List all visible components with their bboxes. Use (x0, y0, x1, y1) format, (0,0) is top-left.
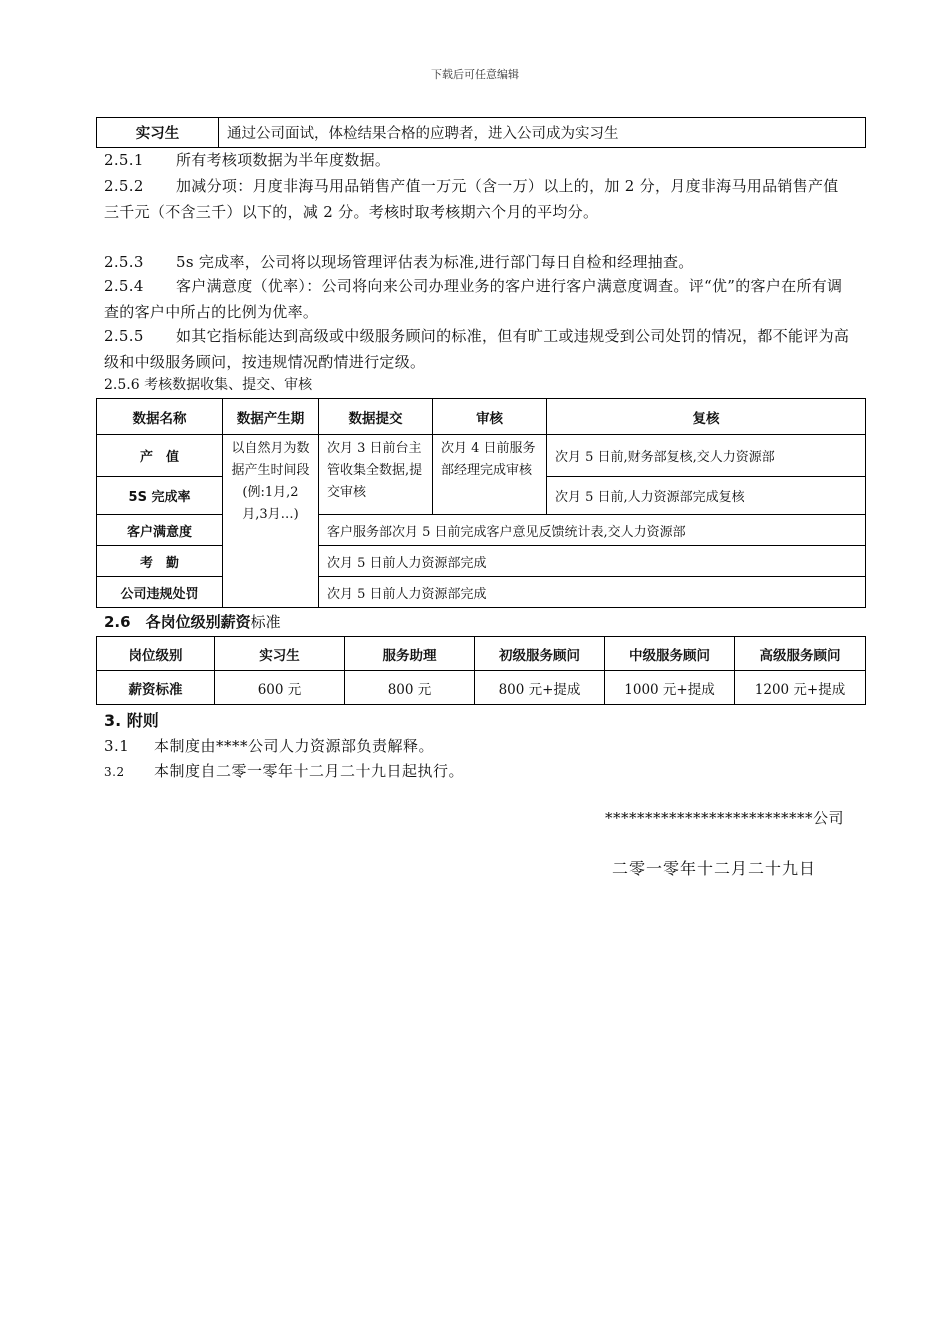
table-row (97, 118, 866, 148)
salary-value-cell: 600 元 (215, 671, 345, 705)
table-row (97, 671, 866, 705)
header-data-submit: 数据提交 (319, 399, 433, 435)
appendix-text: 本制度自二零一零年十二月二十九日起执行。 (154, 762, 465, 780)
salary-header-cell: 高级服务顾问 (735, 637, 866, 671)
clause-text: 加减分项：月度非海马用品销售产值一万元（含一万）以上的，加 2 分，月度非海马用品销售产值三千元（不含三千）以下的，减 2 分。考核时取考核期六个月的平均分。 (104, 177, 839, 221)
clause-2-5-5 (104, 324, 852, 375)
table-header-row (97, 637, 866, 671)
table-row (97, 546, 866, 577)
salary-row-label: 薪资标准 (97, 671, 215, 705)
clause-2-5-1 (104, 148, 852, 174)
signature-company: **************************公司 (604, 809, 844, 827)
salary-title-rest: 标准 (250, 613, 281, 631)
clause-number: 2.5.1 (104, 151, 144, 169)
clause-2-5-3 (104, 250, 852, 276)
recheck-cell: 次月 5 日前人力资源部完成 (319, 577, 866, 608)
clause-text: 所有考核项数据为半年度数据。 (176, 151, 391, 169)
appendix-text: 本制度由****公司人力资源部负责解释。 (154, 737, 435, 755)
audit-table (96, 398, 866, 608)
salary-table (96, 636, 866, 705)
page-header-note: 下载后可任意编辑 (431, 68, 519, 81)
appendix-number: 3.1 (104, 737, 130, 755)
salary-header-cell: 实习生 (215, 637, 345, 671)
clause-text: 客户满意度（优率）：公司将向来公司办理业务的客户进行客户满意度调查。评“优”的客户在所有调查的客户中所占的比例为优率。 (104, 277, 843, 321)
table-row (97, 577, 866, 608)
period-cell: 以自然月为数据产生时间段(例:1月,2月,3月…) (223, 435, 319, 608)
clause-number: 2.5.4 (104, 277, 144, 295)
recheck-cell: 次月 5 日前人力资源部完成 (319, 546, 866, 577)
audit-section-title: 2.5.6 考核数据收集、提交、审核 (104, 377, 313, 393)
review-cell: 次月 4 日前服务部经理完成审核 (433, 435, 547, 515)
appendix-number: 3.2 (104, 765, 125, 779)
clause-text: 5s 完成率，公司将以现场管理评估表为标准,进行部门每日自检和经理抽查。 (176, 253, 694, 271)
intern-label: 实习生 (97, 118, 219, 148)
clause-number: 2.5.2 (104, 177, 144, 195)
signature-date: 二零一零年十二月二十九日 (611, 859, 816, 878)
row-name: 考 勤 (97, 546, 223, 577)
intern-description: 通过公司面试，体检结果合格的应聘者，进入公司成为实习生 (219, 118, 866, 148)
salary-value-cell: 1000 元+提成 (605, 671, 735, 705)
salary-value-cell: 800 元+提成 (475, 671, 605, 705)
clause-number: 2.5.3 (104, 253, 144, 271)
intern-definition-table (96, 117, 866, 148)
salary-header-cell: 初级服务顾问 (475, 637, 605, 671)
salary-value-cell: 800 元 (345, 671, 475, 705)
recheck-cell: 次月 5 日前,人力资源部完成复核 (547, 477, 866, 515)
appendix-item (104, 760, 464, 781)
appendix-item (104, 735, 434, 756)
header-review: 审核 (433, 399, 547, 435)
recheck-cell: 次月 5 日前,财务部复核,交人力资源部 (547, 435, 866, 477)
recheck-cell: 客户服务部次月 5 日前完成客户意见反馈统计表,交人力资源部 (319, 515, 866, 546)
row-name: 公司违规处罚 (97, 577, 223, 608)
table-row (97, 435, 866, 477)
header-data-period: 数据产生期 (223, 399, 319, 435)
row-name: 5S 完成率 (97, 477, 223, 515)
header-recheck: 复核 (547, 399, 866, 435)
salary-header-cell: 服务助理 (345, 637, 475, 671)
salary-header-cell: 中级服务顾问 (605, 637, 735, 671)
appendix-title: 3. 附则 (104, 711, 159, 730)
salary-header-cell: 岗位级别 (97, 637, 215, 671)
submit-cell: 次月 3 日前台主管收集全数据,提交审核 (319, 435, 433, 515)
row-name: 客户满意度 (97, 515, 223, 546)
clause-2-5-2 (104, 174, 852, 225)
salary-value-cell: 1200 元+提成 (735, 671, 866, 705)
header-data-name: 数据名称 (97, 399, 223, 435)
salary-section-title (104, 611, 281, 632)
row-name: 产 值 (97, 435, 223, 477)
clause-2-5-4 (104, 274, 852, 325)
clause-number: 2.5.5 (104, 327, 144, 345)
salary-title-bold: 2.6 各岗位级别薪资 (104, 613, 251, 631)
table-row (97, 515, 866, 546)
clause-text: 如其它指标能达到高级或中级服务顾问的标准，但有旷工或违规受到公司处罚的情况，都不能评为高级和中级服务顾问，按违规情况酌情进行定级。 (104, 327, 850, 371)
table-header-row (97, 399, 866, 435)
